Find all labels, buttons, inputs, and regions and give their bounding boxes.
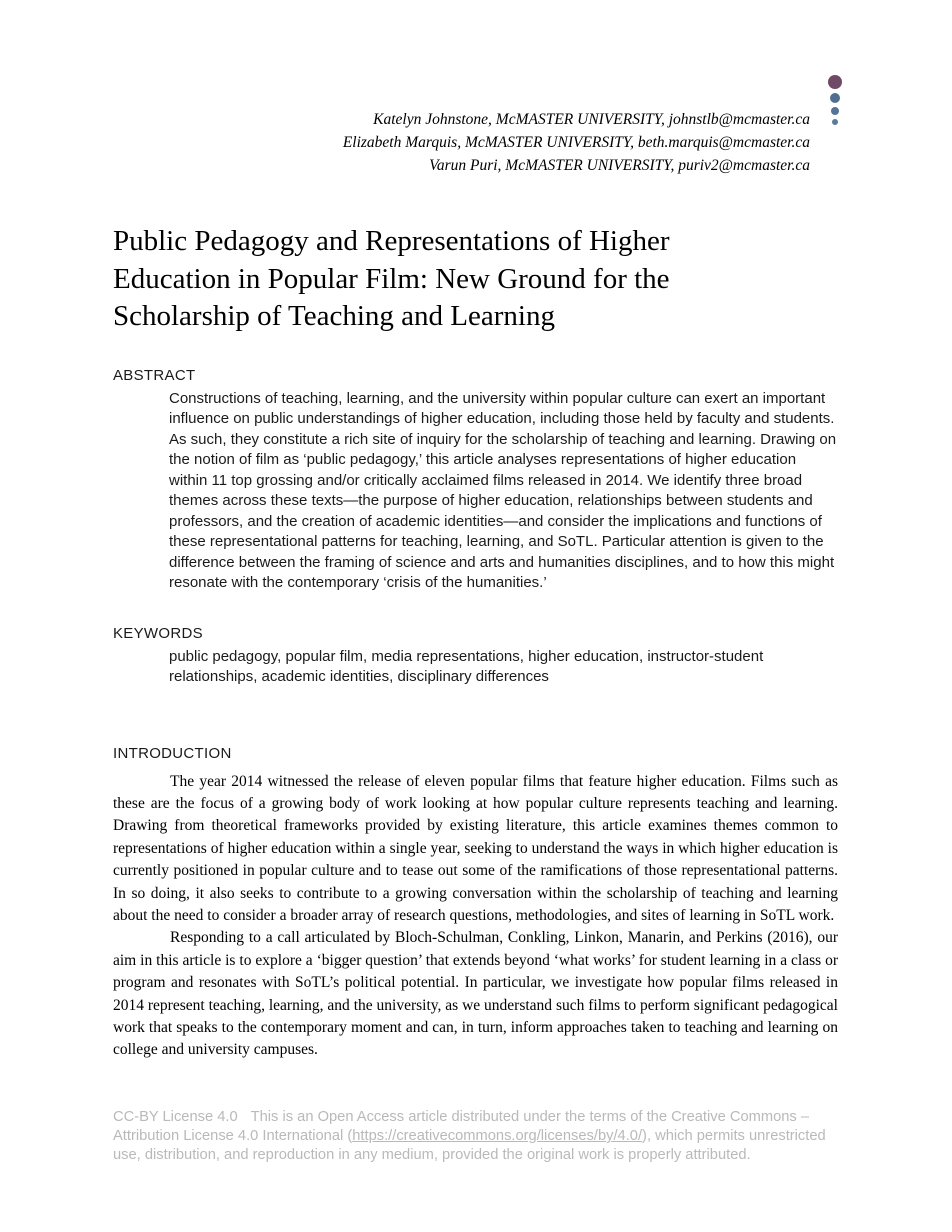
license-footer [113, 1108, 840, 1165]
page-content [113, 0, 838, 1062]
license-text-after-link: ), which permits unrestricted use, distribution, and reproduction in any medium, provided the original work is properly attributed. [113, 1128, 826, 1163]
cc-license-link[interactable]: https://creativecommons.org/licenses/by/4.0/ [352, 1128, 643, 1144]
author-line: Katelyn Johnstone, McMASTER UNIVERSITY, johnstlb@mcmaster.ca [373, 111, 810, 128]
author-line: Elizabeth Marquis, McMASTER UNIVERSITY, beth.marquis@mcmaster.ca [342, 134, 810, 151]
keywords-heading: KEYWORDS [113, 624, 203, 642]
keywords-text: public pedagogy, popular film, media representations, higher education, instructor-student relationships, academic identities, disciplinary differences [169, 647, 764, 685]
cc-license-label: CC-BY License 4.0 [113, 1109, 238, 1125]
paper-title: Public Pedagogy and Representations of Higher Education in Popular Film: New Ground for the Scholarship of Teaching and Learning [113, 225, 670, 332]
introduction-paragraph: The year 2014 witnessed the release of eleven popular films that feature higher education. Films such as these are the focus of a growing body of work looking at how popular culture represents teaching and learning. Drawing from theoretical frameworks provided by existing literature, this article examines themes common to representations of higher education within a single year, seeking to understand the ways in which higher education is currently positioned in popular culture and to tease out some of the ramifications of those representational patterns. In so doing, it also seeks to contribute to a growing conversation within the scholarship of teaching and learning about the need to consider a broader array of research questions, methodologies, and sites of learning in SoTL work. [113, 772, 838, 924]
author-line: Varun Puri, McMASTER UNIVERSITY, puriv2@mcmaster.ca [429, 157, 810, 174]
introduction-heading: INTRODUCTION [113, 744, 232, 762]
license-text-before-link: This is an Open Access article distributed under the terms of the Creative Commons – Attribution License 4.0 International ( [113, 1109, 810, 1144]
author-block [113, 0, 838, 177]
introduction-paragraph: Responding to a call articulated by Bloch-Schulman, Conkling, Linkon, Manarin, and Perkins (2016), our aim in this article is to explore a ‘bigger question’ that extends beyond ‘what works’ for student learning in a class or program and resonates with SoTL’s political potential. In particular, we investigate how popular films released in 2014 represent teaching, learning, and the university, as we understand such films to perform significant pedagogical work that speaks to the contemporary moment and can, in turn, inform approaches taken to teaching and learning on college and university campuses. [113, 929, 838, 1059]
abstract-text: Constructions of teaching, learning, and the university within popular culture can exert an important influence on public understandings of higher education, including those held by faculty and students. As such, they constitute a rich site of inquiry for the scholarship of teaching and learning. Drawing on the notion of film as ‘public pedagogy,’ this article analyses representations of higher education within 11 top grossing and/or critically acclaimed films released in 2014. We identify three broad themes across these texts—the purpose of higher education, relationships between students and professors, and the creation of academic identities—and consider the implications and functions of these representational patterns for teaching, learning, and SoTL. Particular attention is given to the difference between the framing of science and arts and humanities disciplines, and to how this might resonate with the contemporary ‘crisis of the humanities.’ [169, 389, 837, 591]
abstract-heading: ABSTRACT [113, 366, 196, 384]
